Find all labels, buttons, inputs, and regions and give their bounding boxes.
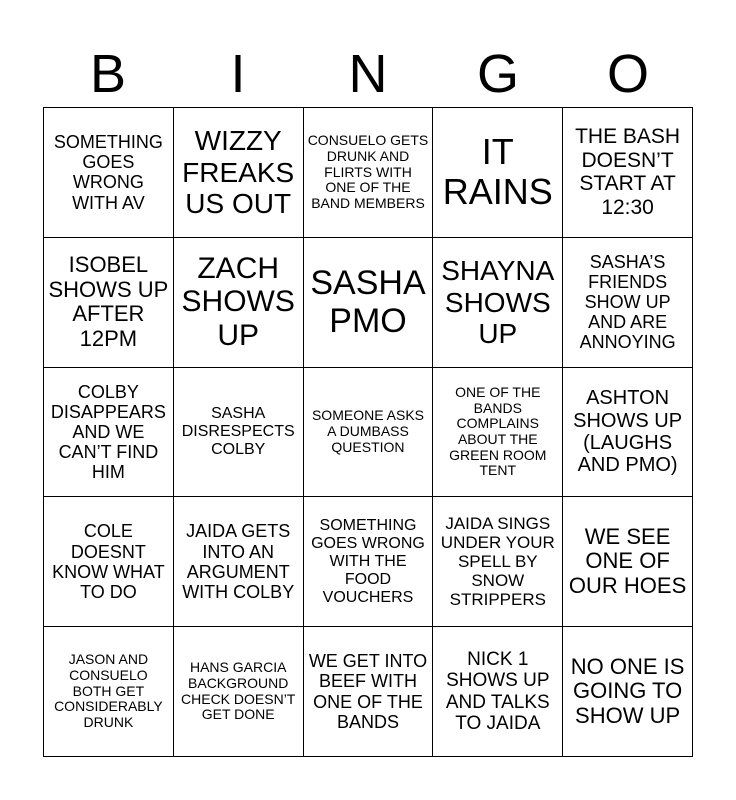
header-letter-g: G — [476, 44, 519, 104]
bingo-cell[interactable] — [563, 368, 693, 498]
bingo-cell[interactable] — [563, 497, 693, 627]
bingo-cell[interactable] — [304, 238, 434, 368]
bingo-cell[interactable] — [174, 497, 304, 627]
bingo-cell[interactable] — [174, 368, 304, 498]
bingo-header — [43, 40, 693, 108]
cell-text: COLE DOESNT KNOW WHAT TO DO — [52, 521, 165, 602]
header-letter-o: O — [606, 44, 649, 104]
header-letter-b: B — [89, 44, 127, 104]
bingo-cell[interactable] — [433, 238, 563, 368]
cell-text: THE BASH DOESN’T START AT 12:30 — [575, 125, 681, 219]
bingo-cell[interactable] — [304, 368, 434, 498]
cell-text: CONSUELO GETS DRUNK AND FLIRTS WITH ONE OF THE BAND MEMBERS — [307, 132, 429, 211]
cell-text: SOMETHING GOES WRONG WITH THE FOOD VOUCHERS — [311, 517, 425, 606]
cell-text: JAIDA SINGS UNDER YOUR SPELL BY SNOW STRIPPERS — [440, 514, 555, 610]
cell-text: SASHA’S FRIENDS SHOW UP AND ARE ANNOYING — [579, 251, 676, 353]
bingo-cell[interactable] — [44, 108, 174, 238]
cell-text: SASHA PMO — [310, 264, 426, 341]
cell-text: SASHA DISRESPECTS COLBY — [181, 405, 295, 458]
bingo-cell[interactable] — [433, 368, 563, 498]
cell-text: ASHTON SHOWS UP (LAUGHS AND PMO) — [573, 387, 683, 477]
cell-text: WIZZY FREAKS US OUT — [182, 125, 295, 220]
bingo-cell[interactable] — [304, 627, 434, 757]
cell-text: ISOBEL SHOWS UP AFTER 12PM — [48, 251, 169, 351]
cell-text: JAIDA GETS INTO AN ARGUMENT WITH COLBY — [182, 521, 295, 602]
bingo-cell[interactable] — [44, 238, 174, 368]
bingo-cell[interactable] — [433, 108, 563, 238]
cell-text: ZACH SHOWS UP — [181, 251, 295, 352]
bingo-cell[interactable] — [563, 627, 693, 757]
cell-text: WE GET INTO BEEF WITH ONE OF THE BANDS — [308, 651, 428, 732]
bingo-cell[interactable] — [433, 627, 563, 757]
bingo-cell[interactable] — [44, 368, 174, 498]
header-letter-i: I — [230, 44, 246, 104]
cell-text: IT RAINS — [442, 131, 553, 213]
bingo-cell[interactable] — [174, 627, 304, 757]
bingo-cell[interactable] — [44, 497, 174, 627]
cell-text: JASON AND CONSUELO BOTH GET CONSIDERABLY DRUNK — [54, 651, 163, 731]
cell-text: HANS GARCIA BACKGROUND CHECK DOESN’T GET DONE — [181, 659, 296, 723]
cell-text: NICK 1 SHOWS UP AND TALKS TO JAIDA — [445, 649, 550, 734]
bingo-cell[interactable] — [174, 238, 304, 368]
bingo-cell[interactable] — [304, 108, 434, 238]
cell-text: SOMEONE ASKS A DUMBASS QUESTION — [311, 407, 425, 455]
bingo-grid — [43, 107, 693, 757]
cell-text: WE SEE ONE OF OUR HOES — [568, 523, 687, 599]
cell-text: COLBY DISAPPEARS AND WE CAN’T FIND HIM — [50, 381, 166, 483]
bingo-cell[interactable] — [44, 627, 174, 757]
cell-text: ONE OF THE BANDS COMPLAINS ABOUT THE GREEN ROOM TENT — [449, 383, 547, 479]
bingo-cell[interactable] — [563, 108, 693, 238]
bingo-cell[interactable] — [304, 497, 434, 627]
bingo-cell[interactable] — [433, 497, 563, 627]
bingo-cell[interactable] — [174, 108, 304, 238]
cell-text: SOMETHING GOES WRONG WITH AV — [53, 132, 163, 213]
header-letter-n: N — [348, 44, 388, 104]
bingo-cell[interactable] — [563, 238, 693, 368]
cell-text: SHAYNA SHOWS UP — [441, 255, 555, 349]
cell-text: NO ONE IS GOING TO SHOW UP — [570, 653, 685, 728]
